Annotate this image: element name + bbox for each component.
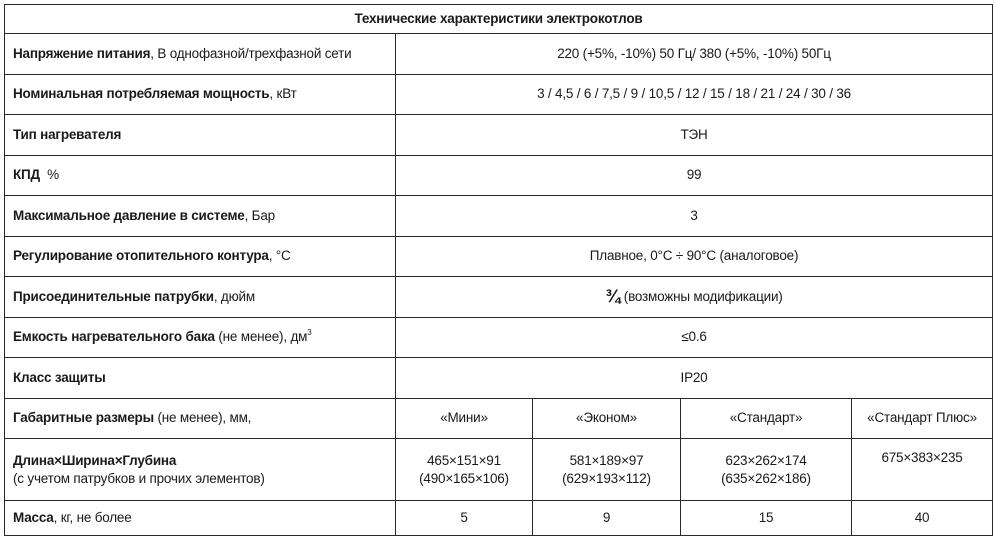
dimension-value [852,439,993,501]
mass-value: 9 [533,501,681,536]
model-name: «Стандарт» [681,398,852,439]
param-name: Длина×Ширина×Глубина [13,452,177,468]
param-name: Напряжение питания [13,45,151,61]
dimension-main: 623×262×174 [725,452,807,468]
param-name: Номинальная потребляемая мощность [13,86,270,102]
param-unit: (не менее), мм, [153,410,252,426]
table-row [5,236,993,277]
param-unit: , кг, не более [53,510,132,525]
dimension-value [681,439,852,501]
param-name: Габаритные размеры [13,410,154,426]
param-name: Емкость нагревательного бака [13,329,215,345]
value-cell: ТЭН [396,115,993,156]
param-cell [5,317,396,358]
param-name: Тип нагревателя [13,126,122,142]
dimension-alt: (490×165×106) [419,470,509,486]
mass-value: 15 [681,501,852,536]
value-cell: 3 [396,196,993,237]
table-row [5,317,993,358]
param-unit: (не менее), дм [214,329,308,345]
mass-value: 40 [852,501,993,536]
model-name: «Мини» [396,398,533,439]
param-unit: , дюйм [213,288,255,304]
spec-table [4,4,993,536]
value-cell: 99 [396,155,993,196]
param-unit: , Бар [244,207,275,223]
dimension-main: 581×189×97 [569,452,644,468]
param-cell [5,358,396,399]
table-row [5,155,993,196]
param-unit: , кВт [269,86,297,102]
param-note: (с учетом патрубков и прочих элементов) [13,470,265,486]
model-name: «Эконом» [533,398,681,439]
table-row [5,358,993,399]
fraction-value: ¾ [605,286,621,307]
value-note: (возможны модификации) [620,289,783,305]
param-name: Максимальное давление в системе [13,207,245,223]
table-row [5,196,993,237]
dimension-main: 465×151×91 [427,452,501,468]
param-cell [5,501,396,536]
dimension-value [533,439,681,501]
dimension-alt: (629×193×112) [562,470,651,486]
param-cell [5,34,396,75]
dimension-alt: (635×262×186) [721,470,811,486]
table-row [5,34,993,75]
table-row [5,115,993,156]
dimensions-row [5,398,993,439]
param-cell [5,439,396,501]
value-cell [396,277,993,318]
mass-value: 5 [396,501,533,536]
value-cell: IP20 [396,358,993,399]
param-cell [5,236,396,277]
param-cell [5,398,396,439]
value-cell: Плавное, 0°С ÷ 90°С (аналоговое) [396,236,993,277]
table-row [5,277,993,318]
mass-row [5,501,993,536]
param-cell [5,115,396,156]
param-name: Регулирование отопительного контура [13,248,269,264]
value-cell: 220 (+5%, -10%) 50 Гц/ 380 (+5%, -10%) 50Гц [396,34,993,75]
lwh-row [5,439,993,501]
param-cell [5,74,396,115]
dimension-value [396,439,533,501]
param-name: Класс защиты [13,369,106,385]
unit-superscript: 3 [307,328,312,338]
param-unit: % [39,167,59,183]
table-title: Технические характеристики электрокотлов [5,5,993,34]
param-name: КПД [13,167,40,183]
param-unit: , В однофазной/трехфазной сети [150,45,352,61]
value-cell: 3 / 4,5 / 6 / 7,5 / 9 / 10,5 / 12 / 15 / 18 / 21 / 24 / 30 / 36 [396,74,993,115]
param-cell [5,196,396,237]
table-row [5,74,993,115]
value-cell: ≤0.6 [396,317,993,358]
param-name: Присоединительные патрубки [13,288,214,304]
param-cell [5,155,396,196]
model-name: «Стандарт Плюс» [852,398,993,439]
dimension-main: 675×383×235 [881,450,963,465]
param-cell [5,277,396,318]
param-name: Масса [13,510,54,525]
title-row [5,5,993,34]
param-unit: , °С [268,248,291,264]
